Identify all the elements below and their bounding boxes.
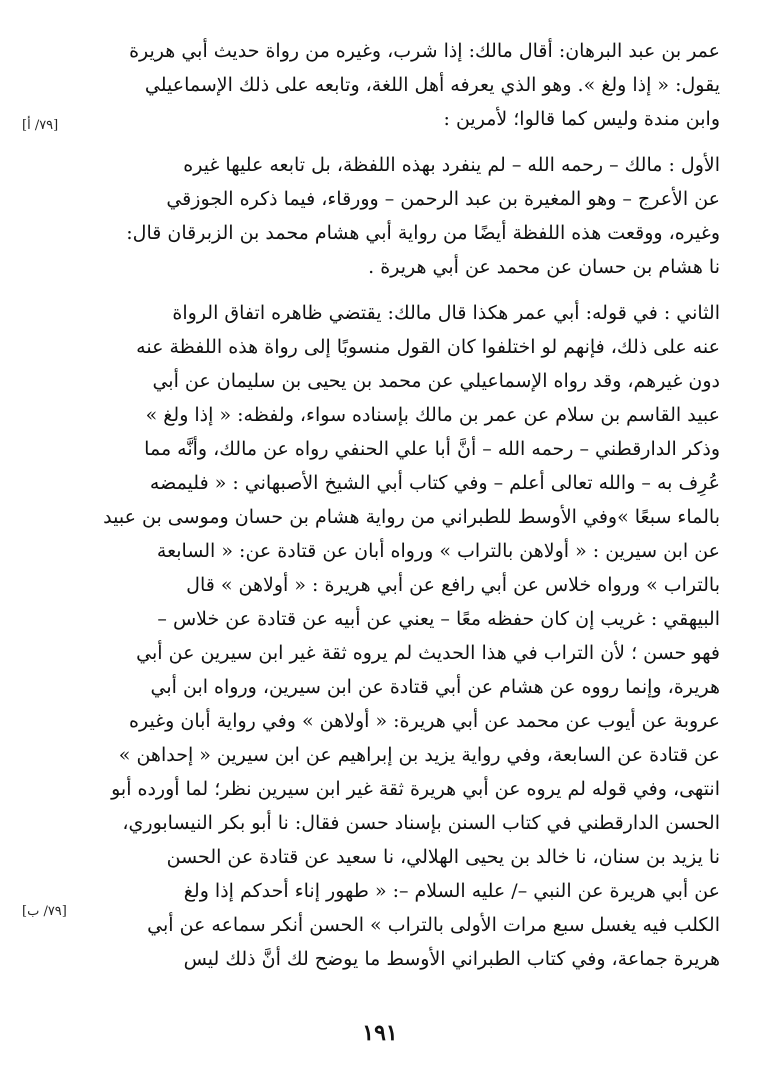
text-line: الثاني : في قوله: أبي عمر هكذا قال مالك: يقتضي ظاهره اتفاق الرواة: [172, 302, 720, 324]
text-line: عروبة عن أيوب عن محمد عن أبي هريرة: « أولاهن » وفي رواية أبان وغيره: [129, 710, 720, 732]
text-line: بالتراب » ورواه خلاس عن أبي رافع عن أبي هريرة : « أولاهن » قال: [186, 574, 720, 596]
text-line: عبيد القاسم بن سلام عن عمر بن مالك بإسناده سواء، ولفظه: « إذا ولغ »: [145, 404, 720, 426]
text-line: عن قتادة عن السابعة، وفي رواية يزيد بن إبراهيم عن ابن سيرين « إحداهن »: [118, 744, 720, 766]
text-line: وذكر الدارقطني – رحمه الله – أنَّ أبا علي الحنفي رواه عن مالك، وأنَّه مما: [144, 438, 720, 460]
margin-folio-note: [٧٩/ أ]: [22, 118, 59, 133]
text-line: يقول: « إذا ولغ ». وهو الذي يعرفه أهل اللغة، وتابعه على ذلك الإسماعيلي: [144, 74, 720, 96]
text-block: [100, 34, 720, 988]
text-line: انتهى، وفي قوله لم يروه عن أبي هريرة ثقة غير ابن سيرين نظر؛ لما أورده أبو: [111, 778, 720, 800]
text-line: دون غيرهم، وقد رواه الإسماعيلي عن محمد بن يحيى بن سليمان عن أبي: [152, 370, 720, 392]
text-line: عنه على ذلك، فإنهم لو اختلفوا كان القول منسوبًا إلى رواة هذه اللفظة عنه: [136, 336, 720, 358]
text-line: وابن مندة وليس كما قالوا؛ لأمرين :: [443, 108, 720, 130]
paragraph-second-point: [100, 296, 720, 976]
text-line: عن ابن سيرين : « أولاهن بالتراب » ورواه أبان عن قتادة عن: « السابعة: [156, 540, 720, 562]
text-line: الكلب فيه يغسل سبع مرات الأولى بالتراب » الحسن أنكر سماعه عن أبي: [147, 914, 720, 936]
text-line: الأول : مالك – رحمه الله – لم ينفرد بهذه اللفظة، بل تابعه عليها غيره: [183, 154, 720, 176]
margin-folio-note: [٧٩/ ب]: [22, 904, 67, 919]
text-line: هريرة، وإنما رووه عن هشام عن أبي قتادة عن ابن سيرين، ورواه ابن أبي: [150, 676, 720, 698]
text-line: عن الأعرج – وهو المغيرة بن عبد الرحمن – وورقاء، فيما ذكره الجوزقي: [166, 188, 720, 210]
text-line: عُرِف به – والله تعالى أعلم – وفي كتاب أبي الشيخ الأصبهاني : « فليمضه: [149, 472, 720, 494]
page-number: ١٩١: [362, 1020, 398, 1046]
text-line: البيهقي : غريب إن كان حفظه معًا – يعني عن أبيه عن قتادة عن خلاس –: [157, 608, 720, 630]
text-line: الحسن الدارقطني في كتاب السنن بإسناد حسن فقال: نا أبو بكر النيسابوري،: [122, 812, 720, 834]
text-line: عمر بن عبد البرهان: أقال مالك: إذا شرب، وغيره من رواة حديث أبي هريرة: [129, 40, 720, 62]
text-line: عن أبي هريرة عن النبي –/ عليه السلام –: « طهور إناء أحدكم إذا ولغ: [183, 880, 720, 902]
text-line: نا هشام بن حسان عن محمد عن أبي هريرة .: [368, 256, 720, 278]
text-line: فهو حسن ؛ لأن التراب في هذا الحديث لم يروه ثقة غير ابن سيرين عن أبي: [136, 642, 720, 664]
text-line: نا يزيد بن سنان، نا خالد بن يحيى الهلالي، نا سعيد عن قتادة عن الحسن: [166, 846, 720, 868]
text-line: وغيره، ووقعت هذه اللفظة أيضًا من رواية أبي هشام محمد بن الزبرقان قال:: [126, 222, 720, 244]
paragraph-first-point: [100, 148, 720, 284]
text-line: بالماء سبعًا »وفي الأوسط للطبراني من رواية هشام بن حسان وموسى بن عبيد: [103, 506, 720, 528]
text-line: هريرة جماعة، وفي كتاب الطبراني الأوسط ما يوضح لك أنَّ ذلك ليس: [183, 948, 720, 970]
paragraph-intro: [100, 34, 720, 136]
